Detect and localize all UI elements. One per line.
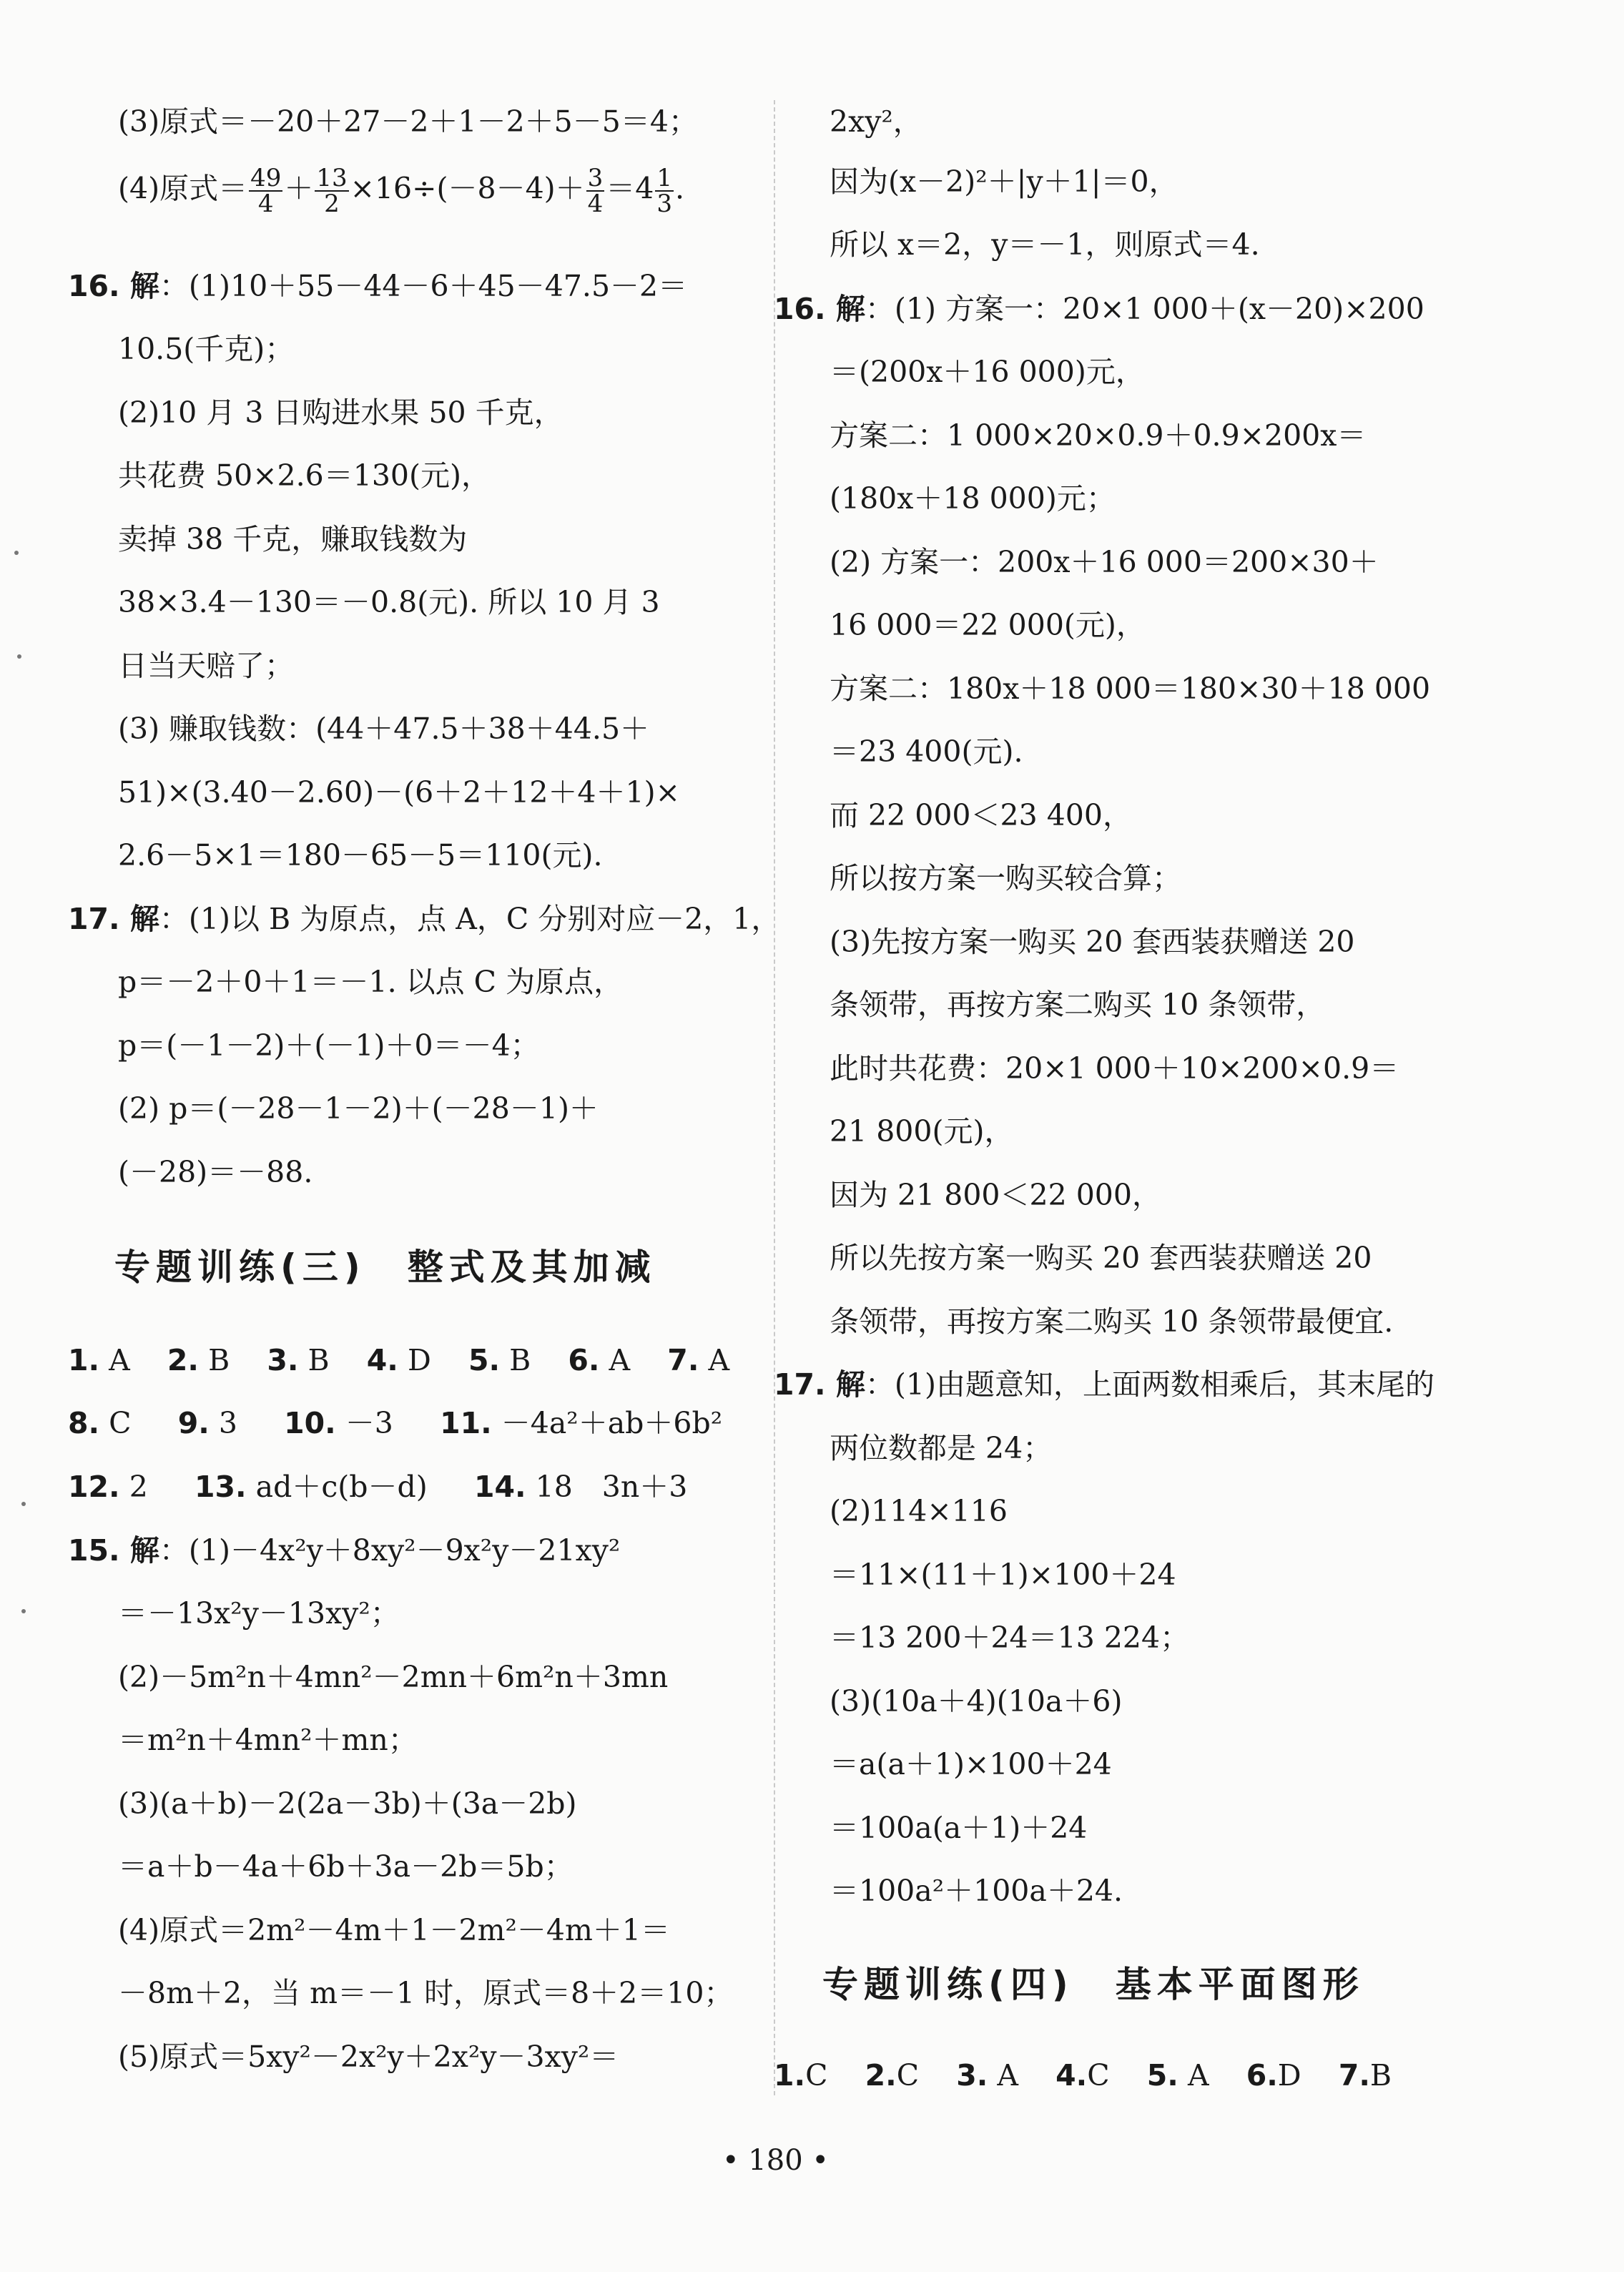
numerator: 3 [587,164,604,192]
answer-number: 10. [284,1406,336,1440]
answer-value: B [307,1343,330,1377]
scan-mark [14,551,19,555]
answer-value: C [805,2058,828,2092]
answer-value: C [1087,2058,1110,2092]
text-line: (2)10 月 3 日购进水果 50 千克， [118,395,564,430]
text-line: (3)(10a＋4)(10a＋6) [830,1684,1123,1718]
text-line: 因为 21 800＜22 000， [830,1178,1161,1212]
text-line: ＝(200x＋16 000)元， [830,355,1145,389]
answer-value: 2 [129,1470,148,1504]
text-line: (3)(a＋b)－2(2a－3b)＋(3a－2b) [118,1786,577,1821]
answer-row [774,2060,1392,2092]
text-line: 所以按方案一购买较合算； [830,861,1181,895]
answer-value: A [1187,2058,1209,2092]
question-number: 15. 解 [68,1533,159,1568]
answer-number: 3. [956,2058,988,2092]
fraction [315,166,348,216]
answer-number: 2. [865,2058,897,2092]
text-line: ＝100a(a＋1)＋24 [830,1811,1088,1845]
fraction [586,166,605,216]
text-line: ＝－13x²y－13xy²； [118,1596,400,1631]
answer-number: 1. [68,1343,100,1377]
text-segment: ：(1)10＋55－44－6＋45－47.5－2＝ [159,269,688,303]
answer-number: 6. [568,1343,600,1377]
answer-value: －3 [345,1406,393,1440]
text-line: (180x＋18 000)元； [830,481,1116,516]
text-line: (3) 赚取钱数：(44＋47.5＋38＋44.5＋ [118,712,650,746]
text-segment: (4)原式＝ [118,171,248,206]
text-line: (3)原式＝－20＋27－2＋1－2＋5－5＝4； [118,104,698,139]
answer-number: 3. [267,1343,299,1377]
text-line: 卖掉 38 千克，赚取钱数为 [118,522,468,556]
text-segment: ×16÷(－8－4)＋ [350,171,585,206]
text-line: ＝a＋b－4a＋6b＋3a－2b＝5b； [118,1849,574,1884]
answer-row [68,1471,687,1503]
answer-row [68,1344,729,1377]
denominator: 4 [257,190,274,218]
answer-value: B [1369,2058,1392,2092]
answer-number: 1. [774,2058,806,2092]
text-segment: ＝4 [606,171,654,206]
column-divider [774,100,775,2095]
text-line: 共花费 50×2.6＝130(元)， [118,458,491,493]
numerator: 1 [656,164,673,192]
answer-number: 5. [1146,2058,1178,2092]
answer-value: B [208,1343,230,1377]
text-line: (4)原式＝2m²－4m＋1－2m²－4m＋1＝ [118,1913,670,1947]
question-17 [68,903,780,935]
text-line: 而 22 000＜23 400， [830,798,1132,832]
text-line: 所以 x＝2，y＝－1，则原式＝4. [830,227,1260,262]
answer-value: D [407,1343,431,1377]
text-line: 因为(x－2)²＋|y＋1|＝0， [830,164,1178,199]
page-number: • 180 • [722,2144,829,2177]
answer-number: 12. [68,1470,120,1504]
answer-number: 6. [1246,2058,1278,2092]
answer-value: B [509,1343,531,1377]
answer-value: C [109,1406,132,1440]
answer-row [68,1407,722,1440]
text-line-fractions [118,166,684,216]
question-number: 17. 解 [68,902,159,936]
text-line: 条领带，再按方案二购买 10 条领带最便宜. [830,1304,1394,1339]
fraction [249,166,282,216]
answer-number: 8. [68,1406,100,1440]
answer-number: 4. [366,1343,398,1377]
answer-number: 7. [1338,2058,1370,2092]
text-line: 方案二：180x＋18 000＝180×30＋18 000 [830,672,1431,706]
text-line: (－28)＝－88. [118,1155,313,1189]
text-line: －8m＋2，当 m＝－1 时，原式＝8＋2＝10； [118,1976,734,2010]
text-segment: . [675,171,685,206]
text-segment: ：(1)－4x²y＋8xy²－9x²y－21xy² [159,1533,621,1568]
answer-value: 3 [218,1406,237,1440]
denominator: 4 [587,190,604,218]
numerator: 49 [250,164,282,192]
text-line: ＝11×(11＋1)×100＋24 [830,1558,1176,1592]
text-line: ＝23 400(元). [830,734,1023,769]
scan-mark [17,654,21,659]
text-line: 2.6－5×1＝180－65－5＝110(元). [118,838,603,872]
text-segment: ：(1)由题意知，上面两数相乘后，其末尾的 [865,1367,1434,1402]
answer-number: 5. [468,1343,501,1377]
fraction [655,166,674,216]
text-line: (5)原式＝5xy²－2x²y＋2x²y－3xy²＝ [118,2040,619,2074]
answer-value: C [896,2058,920,2092]
answer-number: 7. [667,1343,699,1377]
text-line: 日当天赔了； [118,649,294,683]
text-line: ＝100a²＋100a＋24. [830,1874,1123,1908]
answer-value: A [609,1343,631,1377]
answer-value: ad＋c(b－d) [255,1470,428,1504]
text-line: p＝－2＋0＋1＝－1. 以点 C 为原点， [118,965,624,999]
text-line: 51)×(3.40－2.60)－(6＋2＋12＋4＋1)× [118,775,680,810]
question-16-right [774,293,1424,325]
text-line: p＝(－1－2)＋(－1)＋0＝－4； [118,1028,540,1063]
section-heading-3: 专题训练(三) 整式及其加减 [114,1246,656,1288]
text-line: 此时共花费：20×1 000＋10×200×0.9＝ [830,1051,1399,1086]
answer-value: D [1277,2058,1301,2092]
numerator: 13 [316,164,348,192]
question-16 [68,270,687,303]
text-segment: ：(1) 方案一：20×1 000＋(x－20)×200 [865,292,1424,326]
answer-number: 2. [167,1343,200,1377]
text-line: 10.5(千克)； [118,332,295,366]
text-line: 两位数都是 24； [830,1431,1053,1465]
scan-mark [21,1609,26,1613]
text-line: 条领带，再按方案二购买 10 条领带， [830,988,1326,1022]
question-15 [68,1535,620,1567]
answer-number: 13. [194,1470,247,1504]
text-line: 2xy²， [830,104,922,139]
answer-value: A [997,2058,1019,2092]
text-line: 所以先按方案一购买 20 套西装获赠送 20 [830,1241,1372,1275]
question-number: 17. 解 [774,1367,865,1402]
text-line: 21 800(元)， [830,1114,1014,1149]
answer-value: A [109,1343,130,1377]
text-line: 16 000＝22 000(元)， [830,608,1146,642]
text-line: ＝m²n＋4mn²＋mn； [118,1723,418,1757]
text-line: ＝13 200＋24＝13 224； [830,1621,1190,1655]
denominator: 3 [656,190,673,218]
text-line: ＝a(a＋1)×100＋24 [830,1747,1112,1781]
section-heading-4: 专题训练(四) 基本平面图形 [822,1964,1364,2005]
question-17-right [774,1369,1434,1401]
question-number: 16. 解 [68,269,159,303]
answer-value: 18 3n＋3 [535,1470,688,1504]
text-line: (2)114×116 [830,1494,1008,1528]
answer-number: 4. [1055,2058,1088,2092]
text-line: (2) p＝(－28－1－2)＋(－28－1)＋ [118,1091,599,1126]
text-line: 38×3.4－130＝－0.8(元). 所以 10 月 3 [118,585,660,619]
answer-number: 9. [177,1406,210,1440]
answer-value: －4a²＋ab＋6b² [501,1406,723,1440]
answer-number: 11. [440,1406,492,1440]
text-line: (2) 方案一：200x＋16 000＝200×30＋ [830,545,1379,579]
text-segment: ＋ [284,171,314,206]
text-segment: ：(1)以 B 为原点，点 A，C 分别对应－2，1， [159,902,781,936]
text-line: 方案二：1 000×20×0.9＋0.9×200x＝ [830,418,1367,453]
answer-number: 14. [473,1470,526,1504]
question-number: 16. 解 [774,292,865,326]
answer-value: A [708,1343,730,1377]
scan-mark [21,1502,26,1506]
text-line: (2)－5m²n＋4mn²－2mn＋6m²n＋3mn [118,1660,669,1694]
denominator: 2 [324,190,340,218]
text-line: (3)先按方案一购买 20 套西装获赠送 20 [830,925,1355,959]
